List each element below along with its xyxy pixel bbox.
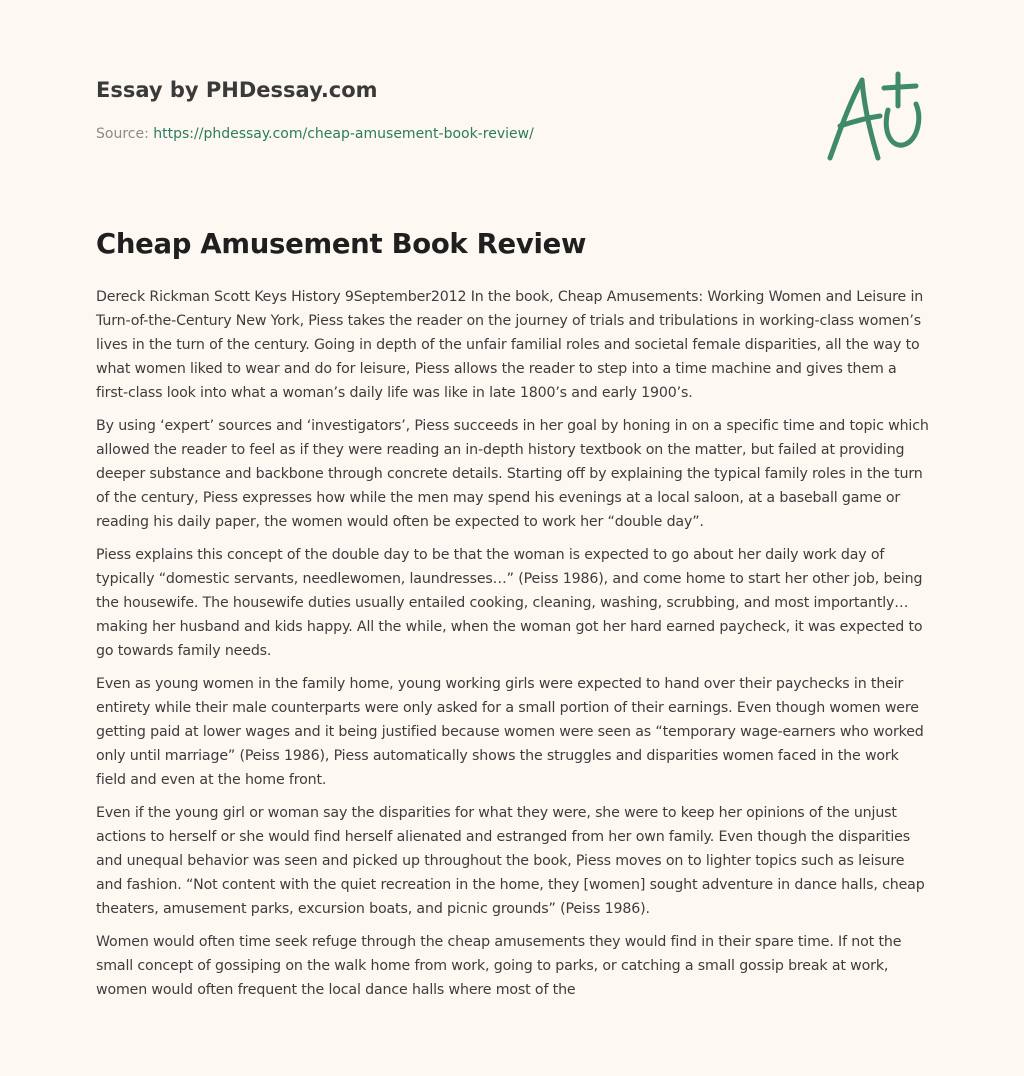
essay-title: Cheap Amusement Book Review xyxy=(96,228,587,260)
essay-paragraph: Dereck Rickman Scott Keys History 9September2012 In the book, Cheap Amusements: Working Women and Leisure in Turn-of-the-Century New York, Piess takes the reader on the journey of trials and tribulations in working-class women’s lives in the turn of the century. Going in depth of the unfair familial roles and societal female disparities, all the way to what women liked to wear and do for leisure, Piess allows the reader to step into a time machine and gives them a first-class look into what a woman’s daily life was like in late 1800’s and early 1900’s. xyxy=(96,289,924,401)
essay-paragraph: Even as young women in the family home, young working girls were expected to hand over their paychecks in their entirety while their male counterparts were only asked for a small portion of their earnings. Even though women were getting paid at lower wages and it being justified because women were seen as “temporary wage-earners who worked only until marriage” (Peiss 1986), Piess automatically shows the struggles and disparities women faced in the work field and even at the home front. xyxy=(96,676,924,788)
a-plus-logo-icon xyxy=(818,66,930,166)
essay-paragraph: Women would often time seek refuge through the cheap amusements they would find in their spare time. If not the small concept of gossiping on the walk home from work, going to parks, or catching a small gossip break at work, women would often frequent the local dance halls where most of the xyxy=(96,934,902,998)
header xyxy=(96,76,796,144)
source-label: Source: xyxy=(96,126,149,142)
essay-paragraph: By using ‘expert’ sources and ‘investigators’, Piess succeeds in her goal by honing in on a specific time and topic which allowed the reader to feel as if they were reading an in-depth history textbook on the matter, but failed at providing deeper substance and backbone through concrete details. Starting off by explaining the typical family roles in the turn of the century, Piess expresses how while the men may spend his evenings at a local saloon, at a baseball game or reading his daily paper, the women would often be expected to work her “double day”. xyxy=(96,418,929,530)
essay-paragraph: Even if the young girl or woman say the disparities for what they were, she were to keep her opinions of the unjust actions to herself or she would find herself alienated and estranged from her own family. Even though the disparities and unequal behavior was seen and picked up throughout the book, Piess moves on to lighter topics such as leisure and fashion. “Not content with the quiet recreation in the home, they [women] sought adventure in dance halls, cheap theaters, amusement parks, excursion boats, and picnic grounds” (Peiss 1986). xyxy=(96,805,925,917)
essay-body xyxy=(96,285,932,1011)
source-link[interactable]: https://phdessay.com/cheap-amusement-book-review/ xyxy=(153,126,534,142)
essay-paragraph: Piess explains this concept of the double day to be that the woman is expected to go about her daily work day of typically “domestic servants, needlewomen, laundresses…” (Peiss 1986), and come home to start her other job, being the housewife. The housewife duties usually entailed cooking, cleaning, washing, scrubbing, and most importantly… making her husband and kids happy. All the while, when the woman got her hard earned paycheck, it was expected to go towards family needs. xyxy=(96,547,923,659)
source-line xyxy=(96,124,796,144)
site-title: Essay by PHDessay.com xyxy=(96,78,378,102)
